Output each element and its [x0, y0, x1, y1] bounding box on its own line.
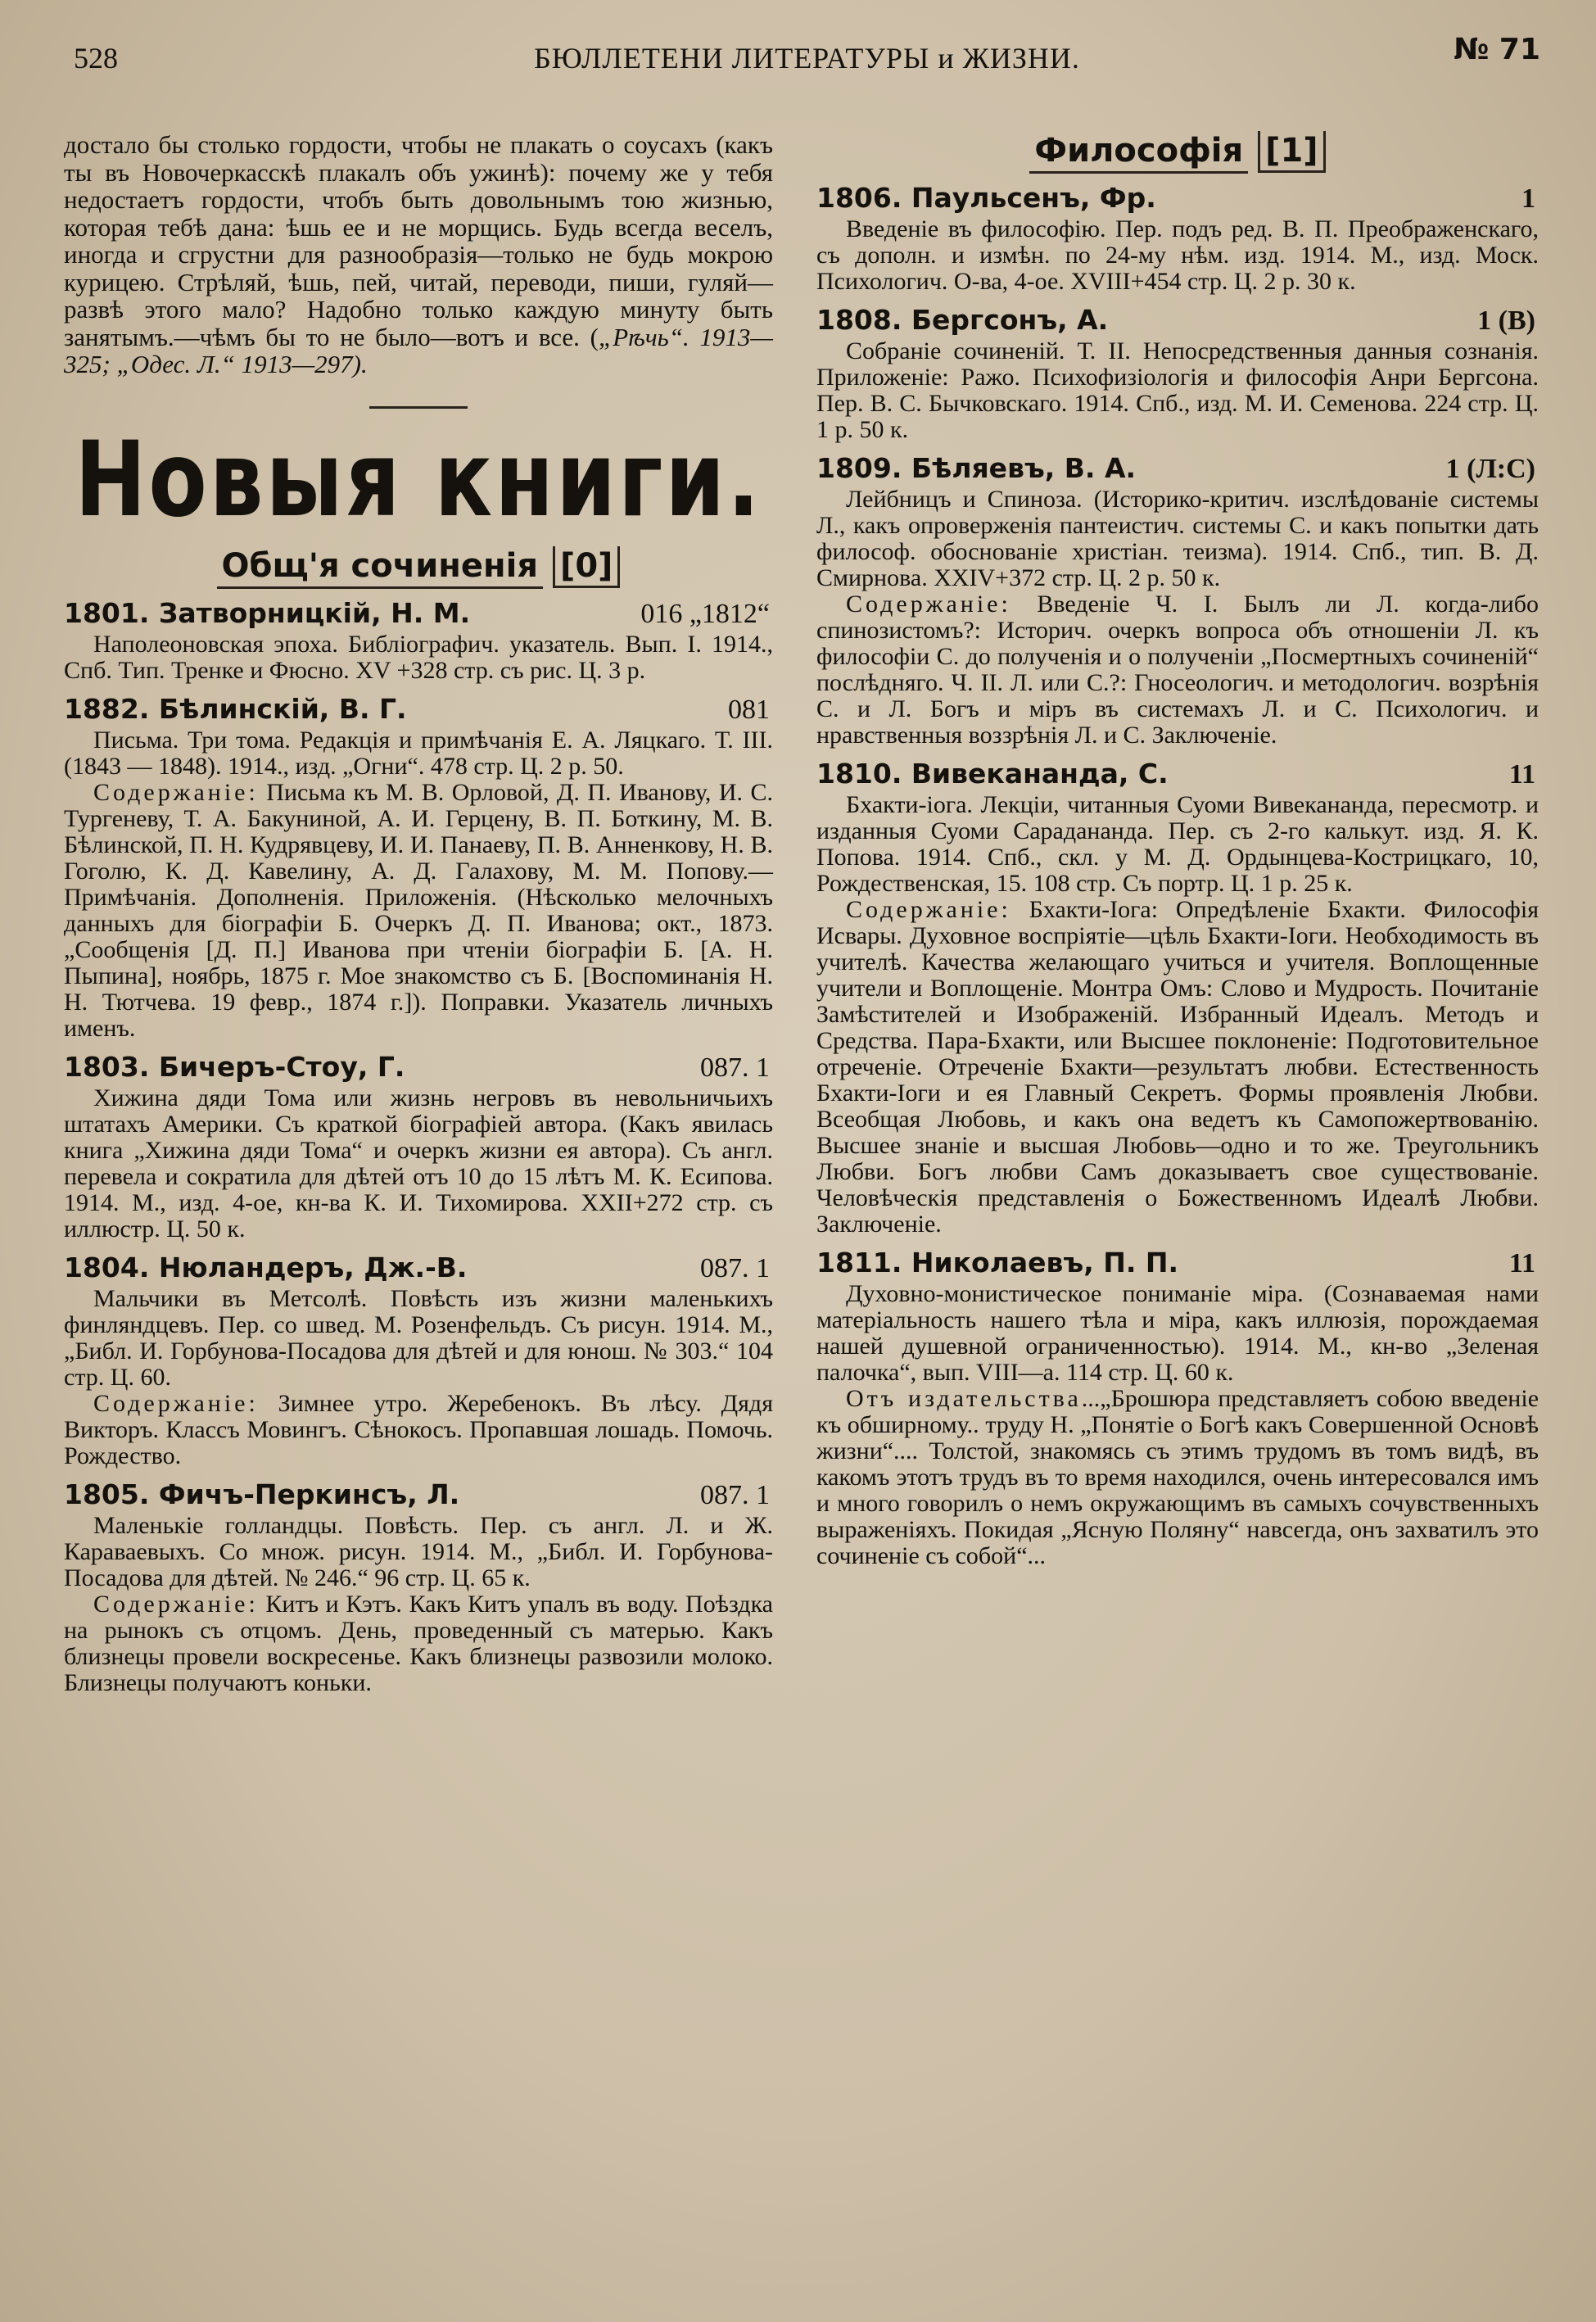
- contents-text: ...„Брошюра представляетъ собою введеніе къ обширному.. труду Н. „Понятіе о Богѣ какъ Совершенной Основѣ жизни“.... Толстой, знакомясь съ этимъ трудомъ въ томъ видѣ, въ какомъ этотъ трудъ въ то время находился, очень интересовался имъ и много говорилъ о немъ окружающимъ въ самыхъ сочувственныхъ выраженіяхъ. Покидая „Ясную Поляну“ навсегда, онъ захватилъ это сочиненіе съ собой“...: [816, 1385, 1539, 1569]
- section-number: [1]: [1258, 131, 1325, 173]
- entry-author-line: [64, 1050, 405, 1084]
- running-title: БЮЛЛЕТЕНИ ЛИТЕРАТУРЫ и ЖИЗНИ.: [534, 42, 1080, 75]
- entry-body: Наполеоновская эпоха. Библіографич. указатель. Вып. I. 1914., Спб. Тип. Тренке и Фюсно. XV +328 стр. съ рис. Ц. 3 р.: [64, 630, 773, 684]
- contents-label: Содержаніе:: [93, 1389, 259, 1417]
- page-header: [74, 31, 1540, 80]
- entry-heading: [816, 303, 1539, 338]
- section-label: Общ'я сочиненія: [217, 547, 543, 589]
- contents-text: Китъ и Кэтъ. Какъ Китъ упалъ въ воду. Поѣздка на рынокъ съ отцомъ. День, проведенный съ матерью. Какъ близнецы провели воскресенье. Какъ близнецы развозили молоко. Близнецы получаютъ коньки.: [64, 1590, 774, 1696]
- section-number: [0]: [553, 546, 620, 588]
- contents-label: Содержаніе:: [93, 778, 259, 806]
- entry-code: 087. 1: [700, 1052, 770, 1083]
- entry-number: 1809.: [816, 452, 902, 484]
- entry-heading: [816, 181, 1539, 216]
- entry-body: Духовно-монистическое пониманіе міра. (Сознаваемая нами матеріальность нашего тѣла и міра, какъ иллюзія, порождаемая нашей душевной ограниченностью). 1914. М., кн-во „Зеленая палочка“, вып. VIII—а. 114 стр. Ц. 60 к.: [816, 1280, 1539, 1386]
- book-entry: [64, 1050, 773, 1242]
- section-heading-philosophy: [816, 131, 1539, 173]
- entry-heading: [816, 451, 1539, 487]
- intro-text: [64, 131, 773, 378]
- entry-body: Хижина дяди Тома или жизнь негровъ въ невольничьихъ штатахъ Америки. Съ краткой біографіей автора. (Какъ явилась книга „Хижина дяди Тома“ и очеркъ жизни ея автора). Съ англ. перевела и сократила для дѣтей отъ 10 до 15 лѣтъ М. К. Есипова. 1914. М., изд. 4-ое, кн-ва К. И. Тихомирова. XXII+272 стр. съ иллюстр. Ц. 50 к.: [64, 1084, 773, 1242]
- entry-author: Бѣляевъ, В. А.: [911, 452, 1137, 484]
- book-entry: [816, 451, 1539, 749]
- entry-body: Мальчики въ Метсолѣ. Повѣсть изъ жизни маленькихъ финляндцевъ. Пер. со швед. М. Розенфельдъ. Съ рисун. 1914. М., „Библ. И. Горбунова-Посадова для дѣтей и для юнош. № 303.“ 104 стр. Ц. 60.: [64, 1284, 773, 1391]
- book-entry: [816, 181, 1539, 295]
- entry-author: Вивекананда, С.: [911, 758, 1169, 790]
- book-entry: [64, 1251, 773, 1469]
- entry-body: Лейбницъ и Спиноза. (Историко-критич. изслѣдованіе системы Л., какъ опроверженія пантеистич. системы С. и какъ попытки дать философ. обоснованіе христіан. теизма). 1914. Спб., тип. В. Д. Смирнова. XXIV+372 стр. Ц. 2 р. 50 к.: [816, 486, 1539, 591]
- entry-contents: [816, 1386, 1539, 1569]
- entry-author-line: [64, 1478, 459, 1512]
- left-column: [64, 131, 773, 1696]
- entry-code: 1 (Л:С): [1445, 454, 1535, 484]
- section-heading-general: [64, 546, 773, 588]
- entry-author-line: [816, 1246, 1178, 1280]
- entry-heading: [64, 1251, 773, 1286]
- entry-number: 1810.: [816, 758, 902, 790]
- entry-code: 11: [1508, 759, 1535, 790]
- entry-heading: [816, 1246, 1539, 1281]
- entry-code: 11: [1508, 1248, 1535, 1279]
- entry-author: Николаевъ, П. П.: [911, 1247, 1179, 1279]
- entry-code: 081: [728, 694, 770, 725]
- contents-text: Зимнее утро. Жеребенокъ. Въ лѣсу. Дядя Викторъ. Классъ Мовингъ. Сѣнокосъ. Пропавшая лошадь. Помочь. Рождество.: [64, 1389, 773, 1469]
- entry-author-line: [64, 692, 407, 726]
- main-title: Новыя книги.: [75, 418, 762, 540]
- entry-author-line: [816, 303, 1108, 337]
- book-entry: [64, 1478, 773, 1696]
- entry-author: Паульсенъ, Фр.: [911, 182, 1156, 214]
- entry-author: Бергсонъ, А.: [911, 304, 1109, 336]
- entry-heading: [64, 1050, 773, 1085]
- entry-contents: [64, 1391, 773, 1469]
- entry-heading: [64, 692, 773, 727]
- contents-text: Письма къ М. В. Орловой, Д. П. Иванову, И. С. Тургеневу, Т. А. Бакуниной, А. И. Герцену, В. П. Боткину, М. В. Бѣлинской, П. Н. Кудрявцеву, И. И. Панаеву, П. В. Анненкову, Н. В. Гоголю, К. Д. Кавелину, А. Д. Галахову, М. М. Попову.—Примѣчанія. Дополненія. Приложенія. (Нѣсколько мелочныхъ данныхъ для біографіи Б. Очеркъ Д. П. Иванова; окт., 1873. „Сообщенія [Д. П.] Иванова при чтеніи біографіи Б. [А. Н. Пыпина], ноябрь, 1875 г. Мое знакомство съ Б. [Воспоминанія Н. Н. Тютчева. 19 февр., 1874 г.]). Поправки. Указатель личныхъ именъ.: [64, 778, 773, 1042]
- contents-label: Содержаніе:: [846, 896, 1011, 923]
- right-column: [816, 123, 1539, 1569]
- entry-contents: [816, 897, 1539, 1238]
- section-label: Философія: [1029, 132, 1248, 174]
- entry-body: Введеніе въ философію. Пер. подъ ред. В. П. Преображенскаго, съ дополн. и измѣн. по 24-му нѣм. изд. 1914. М., изд. Моск. Психологич. О-ва, 4-ое. XVIII+454 стр. Ц. 2 р. 30 к.: [816, 215, 1539, 295]
- entry-number: 1801.: [64, 596, 150, 629]
- entry-author: Бѣлинскій, В. Г.: [158, 692, 407, 725]
- entry-code: 1 (В): [1477, 306, 1535, 336]
- entry-author: Фичъ-Перкинсъ, Л.: [158, 1478, 460, 1510]
- entry-number: 1804.: [64, 1251, 150, 1283]
- entry-number: 1882.: [64, 692, 150, 725]
- entry-author-line: [816, 451, 1136, 486]
- contents-text: Введеніе Ч. I. Былъ ли Л. когда-либо спинозистомъ?: Историч. очеркъ вопроса объ отношеніи Л. къ философіи С. до полученія и о полученіи „Посмертныхъ сочиненій“ послѣдняго. Ч. II. Л. или С.?: Гносеологич. и методологич. возрѣнія С. и Л. Богъ и міръ въ системахъ Л. и С. Психологич. и нравственныя воззрѣнія Л. и С. Заключеніе.: [816, 591, 1539, 749]
- contents-label: Содержаніе:: [846, 591, 1011, 618]
- entry-code: 1: [1521, 183, 1535, 214]
- contents-text: Бхакти-Іога: Опредѣленіе Бхакти. Философія Исвары. Духовное воспріятіе—цѣль Бхакти-Іоги. Необходимость въ учителѣ. Качества желающаго учиться и учителя. Воплощенные учители и Воплощеніе. Монтра Омъ: Слово и Мудрость. Почитаніе Замѣстителей и Изображеній. Избранный Идеалъ. Методъ и Средства. Пара-Бхакти, или Высшее поклоненіе: Подготовительное отреченіе. Отреченіе Бхакти—результатъ любви. Естественность Бхакти-Іоги и ея Главный Секретъ. Формы проявленія Любви. Всеобщая Любовь, и какъ она ведетъ къ Самопожертвованію. Высшее знаніе и высшая Любовь—одно и то же. Треугольникъ Любви. Богъ любви Самъ доказываетъ свое существованіе. Человѣческія представленія о Божественномъ Идеалѣ Любви. Заключеніе.: [816, 896, 1539, 1238]
- entry-body: Письма. Три тома. Редакція и примѣчанія Е. А. Ляцкаго. Т. III. (1843 — 1848). 1914., изд. „Огни“. 478 стр. Ц. 2 р. 50.: [64, 726, 773, 780]
- entry-author: Затворницкій, Н. М.: [158, 596, 471, 629]
- contents-label: Отъ издательства: [846, 1385, 1082, 1412]
- intro-source: „Рѣчь“. 1913—325; „Одес. Л.“ 1913—297).: [64, 322, 773, 378]
- book-entry: [64, 596, 773, 684]
- book-entry: [816, 757, 1539, 1238]
- book-entry: [816, 303, 1539, 443]
- entry-contents: [64, 780, 773, 1042]
- entry-number: 1806.: [816, 182, 902, 214]
- entry-author-line: [64, 1251, 467, 1285]
- entry-number: 1803.: [64, 1050, 150, 1083]
- entry-author-line: [816, 757, 1169, 791]
- entry-body: Бхакти-іога. Лекціи, читанныя Суоми Вивекананда, пересмотр. и изданныя Суоми Сарадананда. Пер. съ 2-го калькут. изд. Я. К. Попова. 1914. Спб., скл. у М. Д. Ордынцева-Кострицкаго, 10, Рождественская, 15. 108 стр. Съ портр. Ц. 1 р. 25 к.: [816, 791, 1539, 897]
- entry-author-line: [64, 596, 470, 631]
- entry-number: 1808.: [816, 304, 902, 336]
- entry-number: 1811.: [816, 1247, 902, 1279]
- entry-code: 087. 1: [700, 1252, 770, 1283]
- entry-code: 087. 1: [700, 1479, 770, 1510]
- entry-code: 016 „1812“: [640, 598, 770, 629]
- book-entry: [64, 692, 773, 1042]
- entry-author: Бичеръ-Стоу, Г.: [158, 1050, 405, 1083]
- entry-body: Маленькіе голландцы. Повѣсть. Пер. съ англ. Л. и Ж. Караваевыхъ. Со множ. рисун. 1914. М., „Библ. И. Горбунова-Посадова для дѣтей. № 246.“ 96 стр. Ц. 65 к.: [64, 1511, 773, 1591]
- entry-number: 1805.: [64, 1478, 150, 1510]
- page-number: 528: [74, 42, 118, 75]
- entry-author: Нюландеръ, Дж.-В.: [158, 1251, 468, 1283]
- entry-heading: [816, 757, 1539, 792]
- contents-label: Содержаніе:: [93, 1590, 259, 1618]
- entry-heading: [64, 1478, 773, 1513]
- entry-contents: [816, 591, 1539, 749]
- entry-contents: [64, 1591, 773, 1696]
- issue-number: № 71: [1454, 33, 1540, 66]
- divider-rule: [369, 406, 468, 409]
- entry-author-line: [816, 181, 1156, 215]
- entry-heading: [64, 596, 773, 631]
- intro-body: достало бы столько гордости, чтобы не плакать о соусахъ (какъ ты въ Новочеркасскѣ плакалъ объ ужинѣ): почему же у тебя недостаетъ гордости, чтобъ быть довольнымъ тою жизнью, которая тебѣ дана: ѣшь ее и не морщись. Будь всегда веселъ, иногда и сгрустни для разнообразія—только не будь мокрою курицею. Стрѣляй, ѣшь, пей, читай, переводи, пиши, гуляй—развѣ этого мало? Надобно только каждую минуту быть занятымъ.—чѣмъ бы то не было—вотъ и все. (: [64, 130, 773, 351]
- book-entry: [816, 1246, 1539, 1569]
- entry-body: Собраніе сочиненій. Т. II. Непосредственныя данныя сознанія. Приложеніе: Ражо. Психофизіологія и философія Анри Бергсона. Пер. В. С. Бычковскаго. 1914. Спб., изд. М. И. Семенова. 224 стр. Ц. 1 р. 50 к.: [816, 337, 1539, 443]
